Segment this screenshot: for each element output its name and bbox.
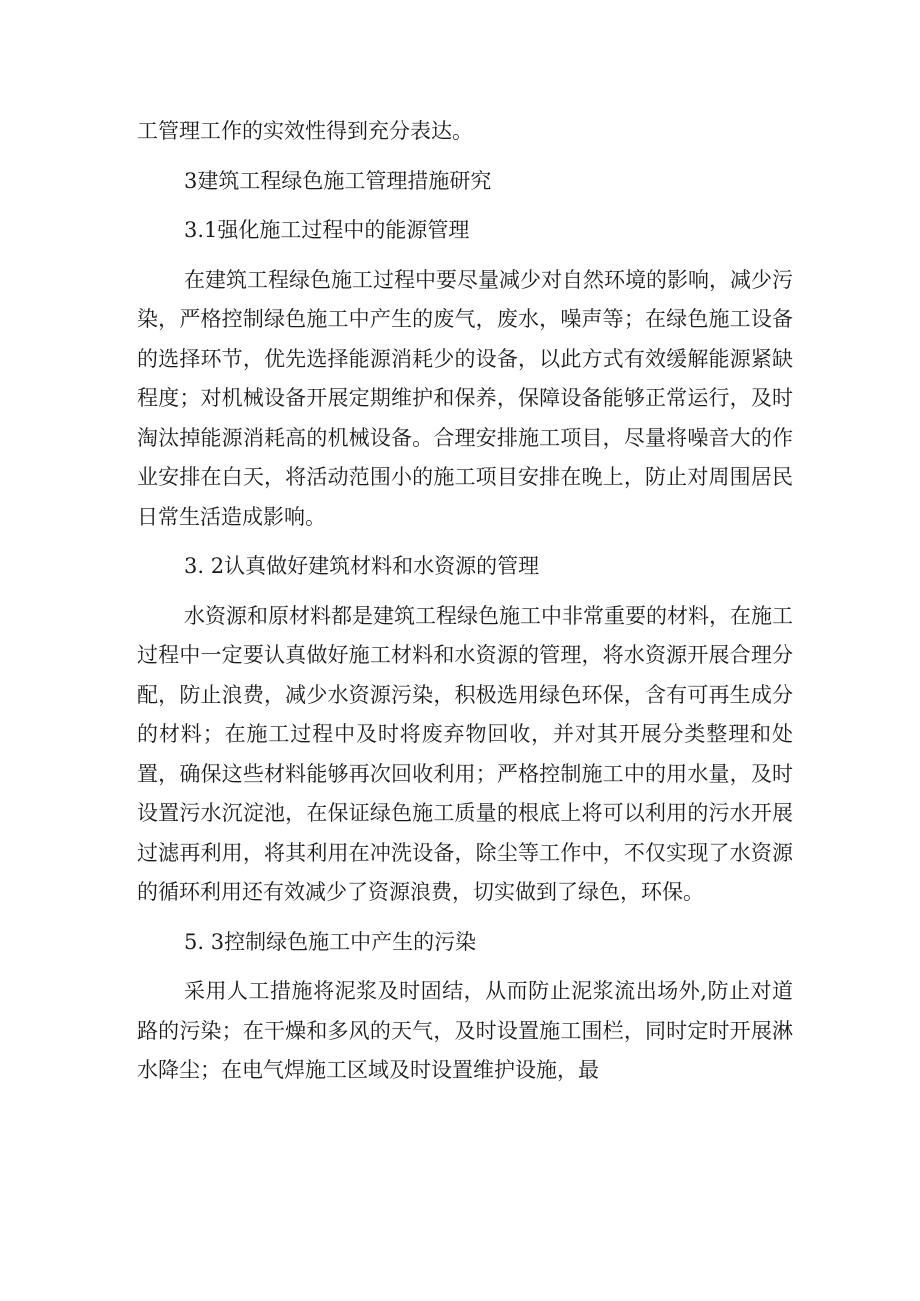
subsection-heading-3-1: 3.1强化施工过程中的能源管理 — [184, 218, 470, 242]
paragraph-energy-management: 在建筑工程绿色施工过程中要尽量减少对自然环境的影响，减少污染，严格控制绿色施工中产生的废气，废水，噪声等；在绿色施工设备的选择环节，优先选择能源消耗少的设备，以此方式有效缓解能源紧缺程度；对机械设备开展定期维护和保养，保障设备能够正常运行，及时淘汰掉能源消耗高的机械设备。合理安排施工项目，尽量将噪音大的作业安排在白天，将活动范围小的施工项目安排在晚上，防止对周围居民日常生活造成影响。 — [137, 267, 793, 529]
paragraph-materials-water: 水资源和原材料都是建筑工程绿色施工中非常重要的材料，在施工过程中一定要认真做好施工材料和水资源的管理，将水资源开展合理分配，防止浪费，减少水资源污染，积极选用绿色环保，含有可再生成分的材料；在施工过程中及时将废弃物回收，并对其开展分类整理和处置，确保这些材料能够再次回收利用；严格控制施工中的用水量，及时设置污水沉淀池，在保证绿色施工质量的根底上将可以利用的污水开展过滤再利用，将其利用在冲洗设备，除尘等工作中，不仅实现了水资源的循环利用还有效减少了资源浪费，切实做到了绿色，环保。 — [137, 603, 793, 904]
document-body — [137, 112, 793, 1101]
subsection-heading-5-3: 5. 3控制绿色施工中产生的污染 — [184, 929, 477, 954]
subsection-heading-3-2: 3. 2认真做好建筑材料和水资源的管理 — [184, 554, 540, 578]
section-heading-3: 3建筑工程绿色施工管理措施研究 — [184, 168, 492, 193]
paragraph-pollution-control: 采用人工措施将泥浆及时固结，从而防止泥浆流出场外,防止对道路的污染；在干燥和多风的天气，及时设置施工围栏，同时定时开展淋水降尘；在电气焊施工区域及时设置维护设施，最 — [137, 979, 793, 1082]
paragraph-continuation: 工管理工作的实效性得到充分表达。 — [137, 119, 473, 143]
